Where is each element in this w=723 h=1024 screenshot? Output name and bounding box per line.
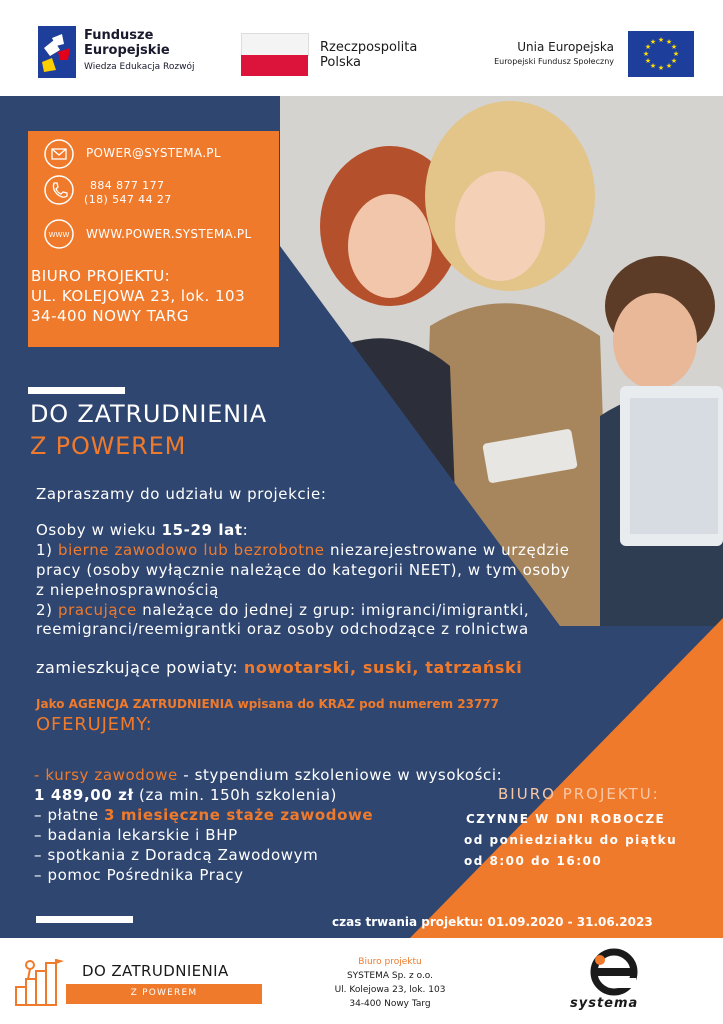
svg-text:★: ★ [665,62,673,70]
polish-flag-white [241,33,309,56]
footer-logo-line2: Z POWEREM [130,988,198,998]
offer1-amount: 1 489,00 zł [34,786,134,804]
offer-item3: – badania lekarskie i BHP [34,826,238,844]
agency-line: Jako AGENCJA ZATRUDNIENIA wpisana do KRAZ pod numerem 23777 [36,697,500,711]
footer-info-line1: SYSTEMA Sp. z o.o. [346,971,434,981]
item1-line3: z niepełnosprawnością [36,581,219,599]
intro-text: Zapraszamy do udziału w projekcie: [36,485,327,503]
www-globe-icon [43,218,75,250]
contact-email[interactable]: POWER@SYSTEMA.PL [86,146,221,160]
item2-rest: należące do jednej z grup: imigranci/imigrantki, [136,601,530,619]
age-suffix: : [242,521,249,539]
svg-text:★: ★ [672,50,680,58]
title-accent-bar [28,387,125,394]
item1-highlight: bierne zawodowo lub bezrobotne [57,541,325,559]
phone-icon [43,174,75,206]
page-title-line1: DO ZATRUDNIENIA [30,400,268,428]
svg-text:★: ★ [649,62,657,70]
contact-phone1[interactable]: 884 877 177 [90,179,165,192]
email-icon [43,138,75,170]
age-line [36,521,248,540]
age-value: 15-29 lat [161,521,243,539]
offer-item2 [34,806,373,825]
offer-item1-amount [34,786,337,805]
page-title-line2: Z POWEREM [30,432,187,460]
ue-line1: Unia Europejska [517,40,614,54]
eu-flag-icon [628,31,694,77]
svg-text:★: ★ [670,57,678,65]
svg-text:★: ★ [670,43,678,51]
item1-line2: pracy (osoby wyłącznie należące do kategorii NEET), w tym osoby [36,561,571,579]
offer-item5: – pomoc Pośrednika Pracy [34,866,244,884]
offer-title: OFERUJEMY: [36,714,153,735]
svg-text:★: ★ [644,57,652,65]
offer1-amount-rest: (za min. 150h szkolenia) [133,786,337,804]
svg-text:★: ★ [642,50,650,58]
ue-line2: Europejski Fundusz Społeczny [494,57,614,66]
systema-logo-text: systema [570,996,639,1011]
office-line2: UL. KOLEJOWA 23, lok. 103 [31,287,246,305]
fe-title-line2: Europejskie [84,43,170,58]
offer2-prefix: – płatne [34,806,105,824]
career-ladder-icon [14,957,66,1007]
offer-item4: – spotkania z Doradcą Zawodowym [34,846,319,864]
svg-text:★: ★ [657,36,665,44]
region-value: nowotarski, suski, tatrzański [243,658,523,677]
footer-info-title: Biuro projektu [358,957,422,967]
fundusze-europejskie-icon [38,26,76,78]
office-line1: BIURO PROJEKTU: [31,267,171,285]
offer1-highlight: kursy zawodowe [45,766,178,784]
fe-title-line1: Fundusze [84,28,154,43]
rp-line1: Rzeczpospolita [320,40,418,55]
contact-www[interactable]: WWW.POWER.SYSTEMA.PL [86,227,252,241]
item2-num: 2) [36,601,58,619]
age-prefix: Osoby w wieku [36,521,162,539]
item1-line1 [36,541,570,560]
svg-text:★: ★ [657,64,665,72]
footer-logo-line1: DO ZATRUDNIENIA [82,962,229,980]
svg-text:WWW: WWW [48,231,70,239]
footer-info-line2: Ul. Kolejowa 23, lok. 103 [334,985,446,995]
region-line [36,658,522,677]
logo-header [0,0,723,96]
hours-line1: CZYNNE W DNI ROBOCZE [466,812,666,826]
svg-text:★: ★ [649,38,657,46]
office-line3: 34-400 NOWY TARG [31,307,189,325]
systema-logo-icon [584,948,644,996]
offer-item1 [34,766,502,785]
hours-line3: od 8:00 do 16:00 [464,854,603,868]
footer-info-line3: 34-400 Nowy Targ [349,999,431,1009]
region-prefix: zamieszkujące powiaty: [36,658,244,677]
offer2-highlight: 3 miesięczne staże zawodowe [104,806,374,824]
offer1-rest: - stypendium szkoleniowe w wysokości: [177,766,503,784]
item2-line1 [36,601,529,620]
item2-highlight: pracujące [57,601,137,619]
hours-line2: od poniedziałku do piątku [464,833,678,847]
bottom-accent-bar [36,916,133,923]
fe-subtitle: Wiedza Edukacja Rozwój [84,62,195,72]
svg-text:★: ★ [644,43,652,51]
offer1-dash: - [34,766,46,784]
item1-num: 1) [36,541,58,559]
rp-line2: Polska [320,55,361,70]
item2-line2: reemigranci/reemigrantki oraz osoby odchodzące z rolnictwa [36,620,529,638]
svg-text:★: ★ [665,38,673,46]
hours-title: BIURO PROJEKTU: [498,785,660,803]
contact-phone2[interactable]: (18) 547 44 27 [84,193,172,206]
project-duration: czas trwania projektu: 01.09.2020 - 31.06.2023 [332,915,653,929]
polish-flag-red [241,55,308,76]
item1-rest: niezarejestrowane w urzędzie [324,541,570,559]
